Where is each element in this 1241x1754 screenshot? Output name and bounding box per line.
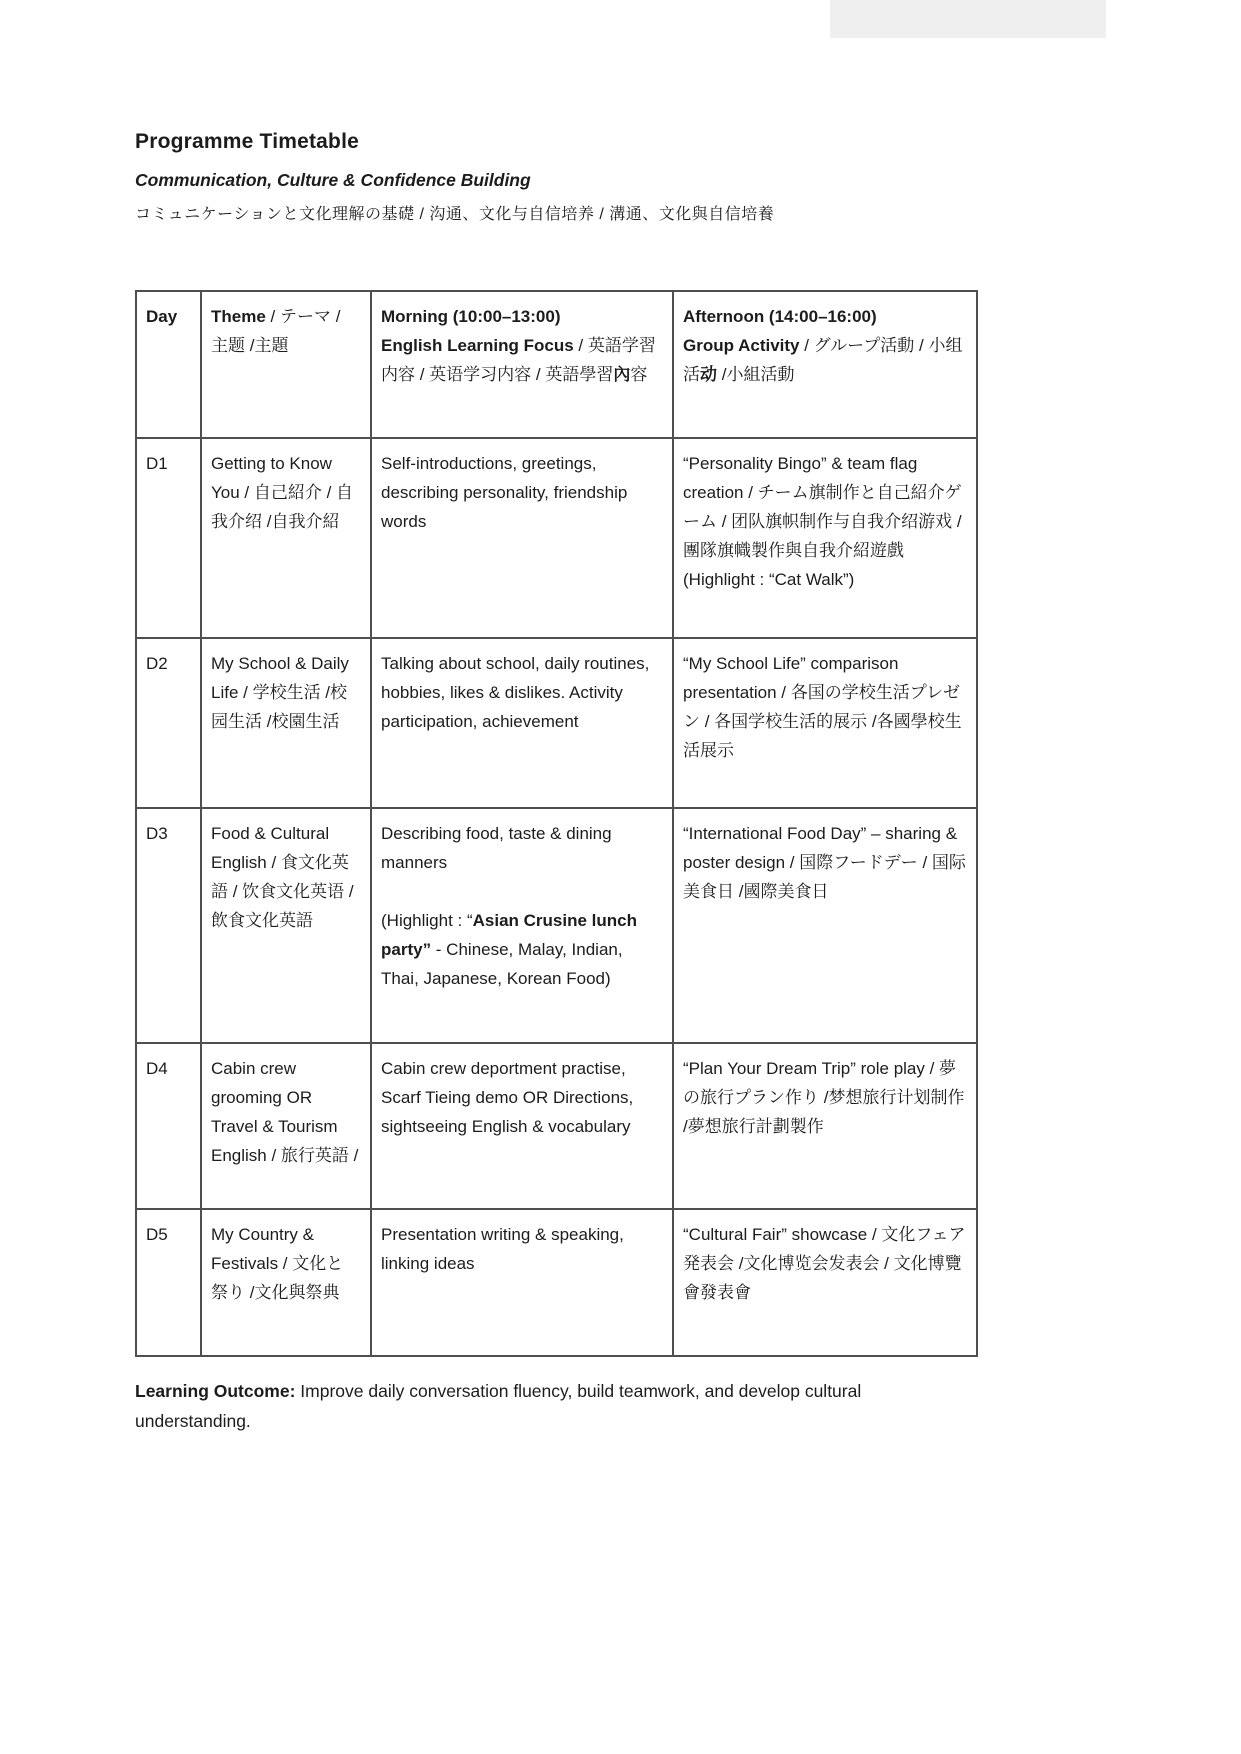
- theme-cell: Cabin crew grooming OR Travel & Tourism English / 旅行英語 /: [201, 1043, 371, 1209]
- morning-cell: Presentation writing & speaking, linking ideas: [371, 1209, 673, 1356]
- theme-cell: Getting to Know You / 自己紹介 / 自我介绍 /自我介紹: [201, 438, 371, 638]
- morning-header-focus-en: English Learning Focus: [381, 336, 574, 355]
- morning-topic-text: Describing food, taste & dining manners: [381, 824, 612, 872]
- morning-cell: [371, 808, 673, 1043]
- morning-cell: Talking about school, daily routines, hobbies, likes & dislikes. Activity participation, achievement: [371, 638, 673, 808]
- blank-line: [381, 877, 662, 906]
- afternoon-cell: “International Food Day” – sharing & poster design / 国際フードデー / 国际美食日 /國際美食日: [673, 808, 977, 1043]
- table-row-d4: [136, 1043, 977, 1209]
- afternoon-header-time: Afternoon (14:00–16:00): [683, 307, 877, 326]
- morning-cell: Cabin crew deportment practise, Scarf Tieing demo OR Directions, sightseeing English & vocabulary: [371, 1043, 673, 1209]
- col-header-afternoon: [673, 291, 977, 438]
- afternoon-highlight-text: (Highlight : “Cat Walk”): [683, 570, 855, 589]
- afternoon-cell: “My School Life” comparison presentation / 各国の学校生活プレゼン / 各国学校生活的展示 /各國學校生活展示: [673, 638, 977, 808]
- header-row: [136, 291, 977, 438]
- table-row-d1: [136, 438, 977, 638]
- col-header-morning: [371, 291, 673, 438]
- page-subtitle: Communication, Culture & Confidence Building: [135, 170, 531, 190]
- day-cell: D5: [136, 1209, 201, 1356]
- learning-outcome-label: Learning Outcome:: [135, 1381, 296, 1401]
- learning-outcome: [135, 1376, 955, 1436]
- theme-header-cjk: / テーマ / 主题 /主題: [211, 307, 341, 355]
- morning-header-cjk-b: 內: [613, 365, 631, 384]
- theme-cell: Food & Cultural English / 食文化英語 / 饮食文化英语 / 飲食文化英語: [201, 808, 371, 1043]
- morning-highlight-text: [381, 906, 662, 993]
- afternoon-header-cjk-b: 动: [700, 365, 717, 384]
- morning-header-cjk-c: 容: [630, 365, 648, 384]
- afternoon-header-cjk-c: /小組活動: [717, 365, 795, 384]
- day-cell: D2: [136, 638, 201, 808]
- table-row-d5: [136, 1209, 977, 1356]
- highlight-prefix: (Highlight : “: [381, 911, 473, 930]
- programme-timetable: [135, 290, 978, 1357]
- theme-header-en: Theme: [211, 307, 266, 326]
- learning-outcome-text: Improve daily conversation fluency, build teamwork, and develop cultural understanding.: [135, 1381, 862, 1431]
- col-header-theme: [201, 291, 371, 438]
- afternoon-header-activity-en: Group Activity: [683, 336, 800, 355]
- page-subtitle-translations: コミュニケーションと文化理解の基礎 / 沟通、文化与自信培养 / 溝通、文化與自信培養: [135, 206, 775, 223]
- day-cell: D1: [136, 438, 201, 638]
- afternoon-activity-text: “Personality Bingo” & team flag creation / チーム旗制作と自己紹介ゲーム / 团队旗帜制作与自我介绍游戏 /團隊旗幟製作與自我介紹遊戲: [683, 454, 962, 560]
- morning-header-cjk-a: / 英語学習内容 / 英语学习内容 / 英語學習: [381, 336, 656, 384]
- morning-header-focus: [381, 331, 662, 389]
- morning-cell: Self-introductions, greetings, describing personality, friendship words: [371, 438, 673, 638]
- scan-artifact-box: [830, 0, 1106, 38]
- theme-cell: My Country & Festivals / 文化と祭り /文化與祭典: [201, 1209, 371, 1356]
- afternoon-header-activity: [683, 331, 966, 389]
- afternoon-cell: “Cultural Fair” showcase / 文化フェア発表会 /文化博览会发表会 / 文化博覽會發表會: [673, 1209, 977, 1356]
- day-cell: D4: [136, 1043, 201, 1209]
- theme-cell: My School & Daily Life / 学校生活 /校园生活 /校園生活: [201, 638, 371, 808]
- table-row-d2: [136, 638, 977, 808]
- morning-header-time: Morning (10:00–13:00): [381, 307, 561, 326]
- highlight-bold: Asian Crusine lunch party”: [381, 911, 638, 959]
- page-title: Programme Timetable: [135, 130, 359, 153]
- afternoon-cell: “Plan Your Dream Trip” role play / 夢の旅行プラン作り /梦想旅行计划制作 /夢想旅行計劃製作: [673, 1043, 977, 1209]
- table-row-d3: [136, 808, 977, 1043]
- highlight-suffix: - Chinese, Malay, Indian, Thai, Japanese, Korean Food): [381, 940, 623, 988]
- afternoon-cell: [673, 438, 977, 638]
- col-header-day: [136, 291, 201, 438]
- afternoon-header-cjk-a: / グループ活動 / 小组活: [683, 336, 963, 384]
- day-cell: D3: [136, 808, 201, 1043]
- col-header-day-label: Day: [146, 307, 178, 326]
